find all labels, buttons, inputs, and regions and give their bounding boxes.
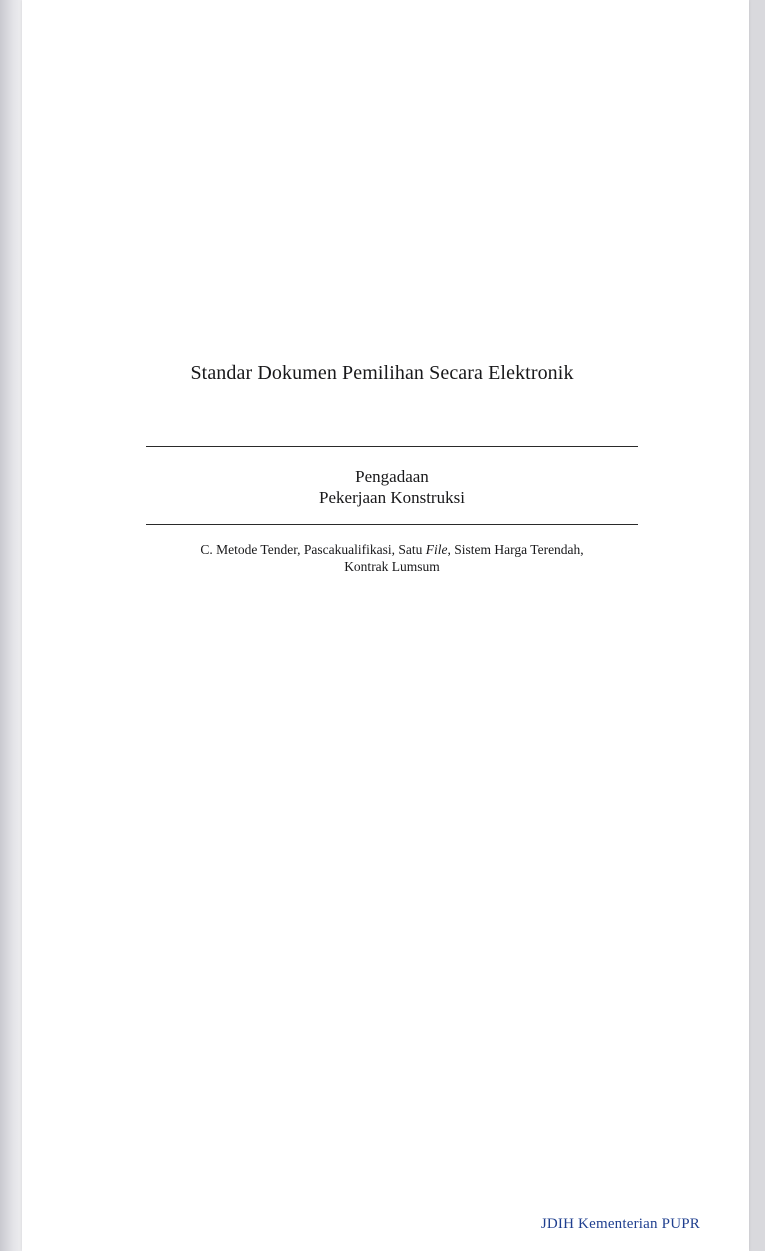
method-line-1 bbox=[146, 541, 638, 558]
footer-stamp: JDIH Kementerian PUPR bbox=[540, 1216, 700, 1232]
method-block bbox=[146, 541, 638, 575]
divider-bottom bbox=[146, 524, 638, 525]
method-italic-term: File bbox=[425, 542, 448, 557]
subtitle-block bbox=[146, 466, 638, 508]
method-suffix: , Sistem Harga Terendah, bbox=[447, 542, 584, 557]
page-content-area bbox=[22, 0, 749, 1251]
divider-top bbox=[146, 446, 638, 447]
title-block bbox=[122, 360, 642, 386]
document-page bbox=[22, 0, 749, 1251]
page-title: Standar Dokumen Pemilihan Secara Elektronik bbox=[190, 362, 574, 384]
method-prefix: C. Metode Tender, Pascakualifikasi, Satu bbox=[200, 542, 426, 557]
subtitle-line-1: Pengadaan bbox=[355, 467, 429, 486]
subtitle-line-2: Pekerjaan Konstruksi bbox=[319, 488, 465, 507]
method-line-2: Kontrak Lumsum bbox=[344, 559, 440, 574]
